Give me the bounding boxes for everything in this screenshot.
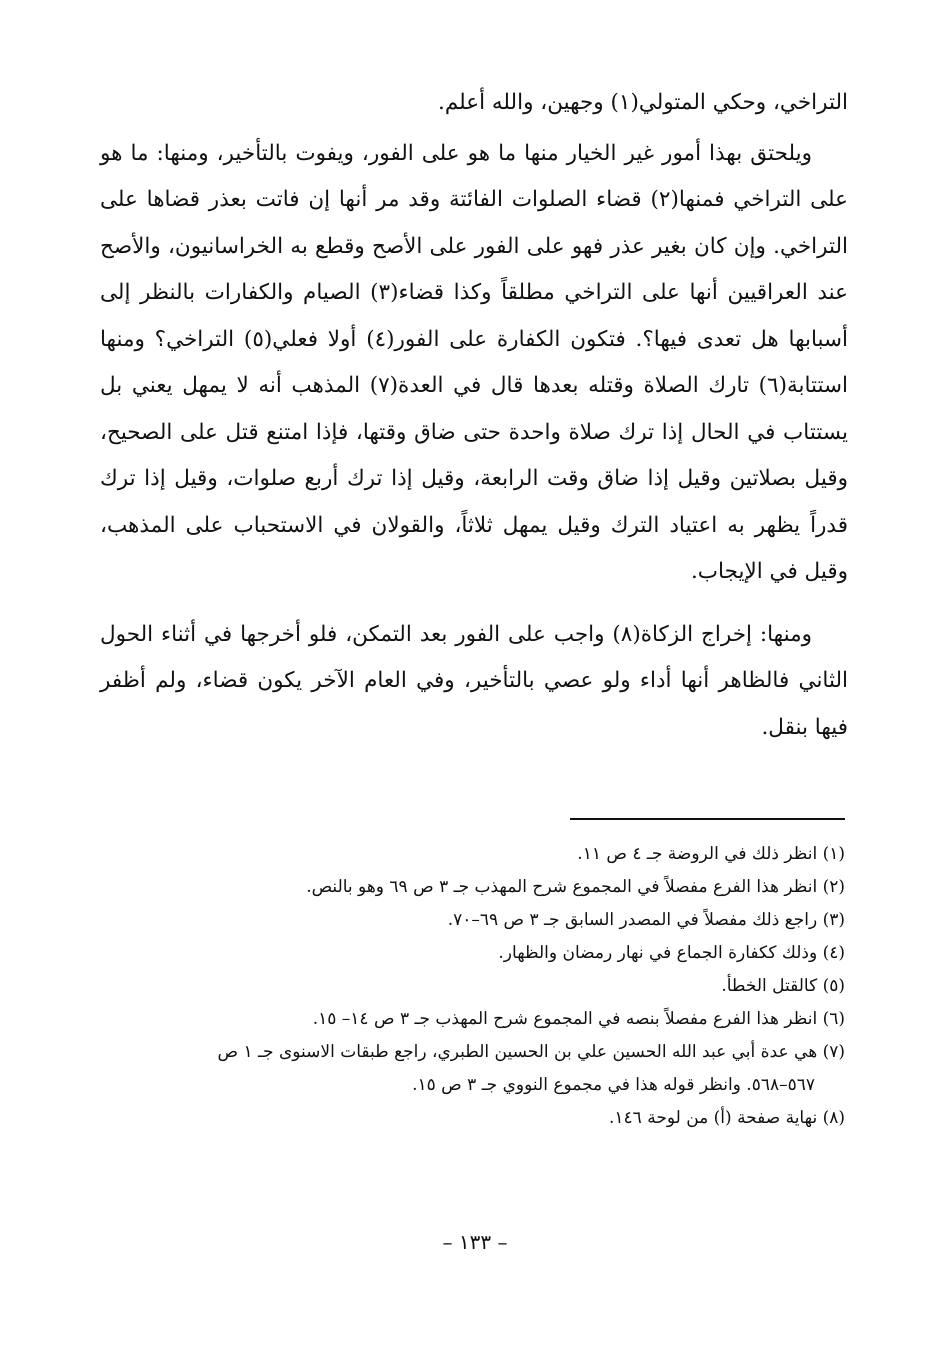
footnote-separator (570, 818, 845, 820)
footnote-7: (٧) هي عدة أبي عبد الله الحسين علي بن الحسين الطبري، راجع طبقات الاسنوى جـ ١ ص (217, 1042, 845, 1062)
paragraph-1: التراخي، وحكي المتولي(١) وجهين، والله أعلم. (438, 90, 848, 115)
footnote-1: (١) انظر ذلك في الروضة جـ ٤ ص ١١. (577, 844, 845, 864)
footnote-2: (٢) انظر هذا الفرع مفصلاً في المجموع شرح المهذب جـ ٣ ص ٦٩ وهو بالنص. (306, 877, 845, 897)
footnote-7-continuation: ٥٦٧–٥٦٨. وانظر قوله هذا في مجموع النووي جـ ٣ ص ١٥. (412, 1075, 815, 1095)
paragraph-3: ومنها: إخراج الزكاة(٨) واجب على الفور بعد التمكن، فلو أخرجها في أثناء الحول الثاني فالظاهر أنها أداء ولو عصي بالتأخير، وفي العام الآخر يكون قضاء، ولم أظفر فيها بنقل. (100, 621, 848, 740)
main-text (100, 80, 848, 751)
footnotes (100, 838, 845, 1135)
footnote-4: (٤) وذلك ككفارة الجماع في نهار رمضان والظهار. (498, 943, 845, 963)
page-number: – ١٣٣ – (442, 1230, 508, 1254)
footnote-8: (٨) نهاية صفحة (أ) من لوحة ١٤٦. (609, 1108, 845, 1128)
footnote-5: (٥) كالقتل الخطأ. (721, 976, 845, 996)
footnote-6: (٦) انظر هذا الفرع مفصلاً بنصه في المجموع شرح المهذب جـ ٣ ص ١٤– ١٥. (312, 1009, 845, 1029)
footnote-3: (٣) راجع ذلك مفصلاً في المصدر السابق جـ ٣ ص ٦٩–٧٠. (447, 910, 845, 930)
paragraph-2: ويلحتق بهذا أمور غير الخيار منها ما هو على الفور، ويفوت بالتأخير، ومنها: ما هو على التراخي فمنها(٢) قضاء الصلوات الفائتة وقد مر أنها إن فاتت بعذر قضاها على التراخي. وإن كان بغير عذر فهو على الفور على الأصح وقطع به الخراسانيون، والأصح عند العراقيين أنها على التراخي مطلقاً وكذا قضاء(٣) الصيام والكفارات بالنظر إلى أسبابها هل تعدى فيها؟. فتكون الكفارة على الفور(٤) أولا فعلي(٥) التراخي؟ ومنها استتابة(٦) تارك الصلاة وقتله بعدها قال في العدة(٧) المذهب أنه لا يمهل يعني بل يستتاب في الحال إذا ترك صلاة واحدة حتى ضاق وقتها، فإذا امتنع قتل على الصحيح، وقيل بصلاتين وقيل إذا ضاق وقت الرابعة، وقيل إذا ترك أربع صلوات، وقيل إذا ترك قدراً يظهر به اعتياد الترك وقيل يمهل ثلاثاً، والقولان في الاستحباب على المذهب، وقيل في الإيجاب. (100, 140, 849, 584)
